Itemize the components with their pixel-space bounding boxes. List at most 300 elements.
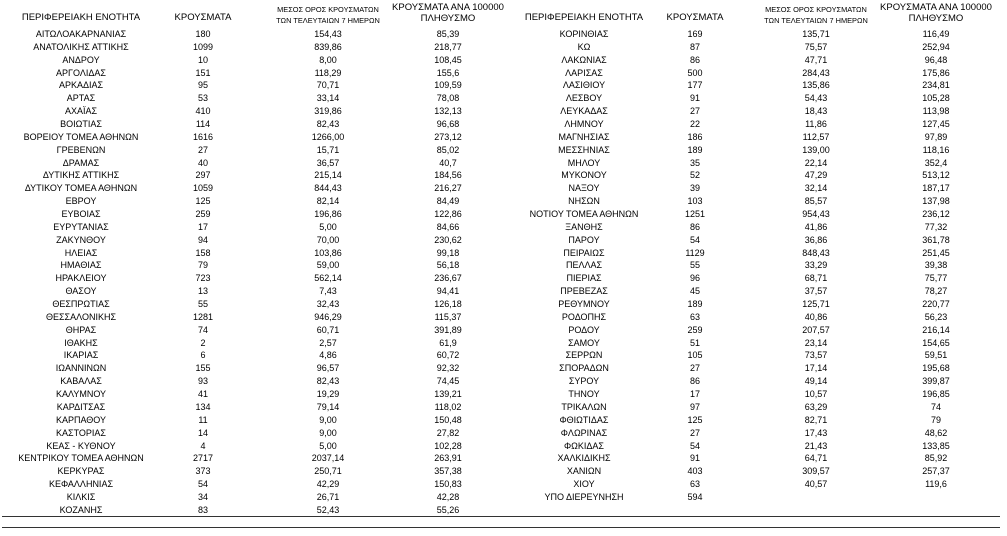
per100k-cell: 137,98	[922, 196, 950, 207]
per100k-cell: 218,77	[434, 41, 462, 52]
cases-cell: 180	[195, 29, 211, 39]
cases-cell: 297	[195, 170, 211, 181]
table-row	[0, 54, 505, 67]
region-cell: ΧΙΟΥ	[573, 479, 595, 490]
region-cell: ΓΡΕΒΕΝΩΝ	[56, 144, 106, 155]
region-cell: ΙΘΑΚΗΣ	[64, 337, 98, 348]
per100k-cell: 132,13	[434, 106, 462, 117]
table-row	[0, 234, 505, 247]
avg-cell: 10,57	[804, 389, 828, 400]
table-row	[512, 234, 1007, 247]
table-row	[512, 105, 1007, 118]
avg-cell: 70,71	[316, 80, 340, 91]
table-row	[0, 67, 505, 80]
table-row	[512, 259, 1007, 272]
header-avg-line2: ΤΩΝ ΤΕΛΕΥΤΑΙΩΝ 7 ΗΜΕΡΩΝ	[276, 16, 380, 25]
table-row	[512, 311, 1007, 324]
per100k-cell: 59,51	[924, 350, 948, 361]
cases-cell: 1251	[684, 209, 706, 220]
table-row	[0, 92, 505, 105]
cases-cell: 86	[689, 54, 700, 65]
per100k-cell: 150,48	[434, 414, 462, 425]
avg-cell: 82,43	[316, 376, 340, 387]
per100k-cell: 155,6	[436, 67, 460, 78]
table-row	[512, 272, 1007, 285]
cases-cell: 103	[687, 196, 703, 207]
region-cell: ΑΝΔΡΟΥ	[62, 54, 100, 65]
cases-cell: 155	[195, 363, 211, 374]
avg-cell: 848,43	[802, 247, 830, 258]
per100k-cell: 361,78	[922, 234, 950, 245]
region-cell: ΞΑΝΘΗΣ	[565, 221, 603, 232]
avg-cell: 36,86	[804, 234, 828, 245]
region-cell: ΕΥΡΥΤΑΝΙΑΣ	[53, 221, 109, 232]
region-cell: ΣΕΡΡΩΝ	[565, 350, 603, 361]
cases-cell: 87	[689, 41, 700, 52]
cases-cell: 11	[198, 414, 208, 425]
avg-cell: 1266,00	[311, 131, 345, 142]
avg-cell: 319,86	[314, 106, 342, 117]
header-avg-line1: ΜΕΣΟΣ ΟΡΟΣ ΚΡΟΥΣΜΑΤΩΝ	[765, 5, 867, 14]
region-cell: ΛΑΡΙΣΑΣ	[565, 67, 603, 78]
cases-cell: 35	[689, 157, 700, 168]
avg-cell: 37,57	[804, 286, 828, 297]
left-table-header	[0, 0, 505, 28]
table-row	[512, 247, 1007, 260]
cases-cell: 52	[689, 170, 700, 181]
avg-cell: 250,71	[314, 466, 342, 477]
per100k-cell: 126,18	[434, 299, 462, 310]
cases-cell: 177	[687, 80, 703, 91]
per100k-cell: 85,39	[436, 29, 460, 39]
table-row	[512, 324, 1007, 337]
table-row	[0, 259, 505, 272]
region-cell: ΠΕΛΛΑΣ	[565, 260, 603, 271]
table-row	[0, 452, 505, 465]
avg-cell: 215,14	[314, 170, 342, 181]
table-row	[512, 182, 1007, 195]
cases-cell: 86	[689, 221, 700, 232]
table-row	[0, 272, 505, 285]
table-row	[0, 195, 505, 208]
avg-cell: 36,57	[316, 157, 340, 168]
table-row	[0, 504, 505, 517]
table-row	[0, 285, 505, 298]
table-row	[512, 285, 1007, 298]
header-cases: ΚΡΟΥΣΜΑΤΑ	[174, 12, 232, 23]
cases-cell: 1129	[685, 247, 705, 258]
avg-cell: 33,14	[316, 93, 340, 104]
region-cell: ΦΛΩΡΙΝΑΣ	[560, 427, 608, 438]
region-cell: ΒΟΡΕΙΟΥ ΤΟΜΕΑ ΑΘΗΝΩΝ	[23, 131, 139, 142]
per100k-cell: 40,7	[439, 157, 457, 168]
table-row	[0, 324, 505, 337]
avg-cell: 32,43	[316, 299, 340, 310]
per100k-cell: 75,77	[924, 273, 948, 284]
avg-cell: 135,86	[802, 80, 830, 91]
per100k-cell: 251,45	[922, 247, 950, 258]
avg-cell: 47,29	[804, 170, 828, 181]
avg-cell: 19,29	[316, 389, 340, 400]
cases-cell: 125	[195, 196, 211, 207]
table-row	[512, 414, 1007, 427]
region-cell: ΑΧΑΪΑΣ	[64, 106, 98, 117]
region-cell: ΠΕΙΡΑΙΩΣ	[563, 247, 605, 258]
cases-cell: 63	[689, 479, 700, 490]
avg-cell: 18,43	[804, 106, 828, 117]
cases-cell: 54	[689, 440, 700, 451]
avg-cell: 196,86	[314, 209, 342, 220]
table-row	[0, 362, 505, 375]
avg-cell: 21,43	[804, 440, 828, 451]
region-cell: ΙΩΑΝΝΙΝΩΝ	[55, 363, 107, 374]
table-row	[512, 144, 1007, 157]
avg-cell: 73,57	[804, 350, 828, 361]
cases-cell: 91	[689, 453, 700, 464]
table-row	[0, 375, 505, 388]
avg-cell: 11,86	[805, 119, 827, 130]
avg-cell: 9,00	[319, 427, 337, 438]
avg-cell: 112,57	[802, 131, 830, 142]
per100k-cell: 74	[930, 401, 941, 412]
per100k-cell: 56,23	[924, 311, 948, 322]
cases-cell: 54	[689, 234, 700, 245]
cases-cell: 259	[195, 209, 211, 220]
region-cell: ΒΟΙΩΤΙΑΣ	[60, 119, 102, 130]
per100k-cell: 150,83	[434, 479, 462, 490]
table-row	[0, 28, 505, 41]
cases-cell: 151	[195, 67, 211, 78]
per100k-cell: 84,66	[436, 221, 460, 232]
table-row	[512, 195, 1007, 208]
region-cell: ΚΑΣΤΟΡΙΑΣ	[56, 427, 106, 438]
cases-cell: 723	[195, 273, 211, 284]
table-row	[512, 478, 1007, 491]
per100k-cell: 216,27	[434, 183, 462, 194]
table-row	[512, 118, 1007, 131]
avg-cell: 946,29	[314, 311, 342, 322]
per100k-cell: 391,89	[434, 324, 462, 335]
cases-cell: 51	[689, 337, 700, 348]
avg-cell: 135,71	[802, 29, 830, 39]
cases-cell: 27	[689, 427, 700, 438]
per100k-cell: 60,72	[436, 350, 460, 361]
avg-cell: 103,86	[314, 247, 342, 258]
region-cell: ΛΑΚΩΝΙΑΣ	[561, 54, 607, 65]
region-cell: ΚΟΡΙΝΘΙΑΣ	[559, 29, 609, 39]
cases-cell: 39	[689, 183, 700, 194]
left-table	[0, 0, 505, 517]
cases-cell: 91	[689, 93, 700, 104]
cases-cell: 186	[687, 131, 703, 142]
per100k-cell: 78,27	[924, 286, 948, 297]
cases-cell: 17	[197, 221, 208, 232]
avg-cell: 40,86	[804, 311, 828, 322]
avg-cell: 96,57	[316, 363, 340, 374]
per100k-cell: 175,86	[922, 67, 950, 78]
cases-cell: 79	[197, 260, 208, 271]
region-cell: ΠΡΕΒΕΖΑΣ	[560, 286, 608, 297]
per100k-cell: 79	[930, 414, 941, 425]
region-cell: ΜΕΣΣΗΝΙΑΣ	[558, 144, 610, 155]
avg-cell: 5,00	[319, 221, 337, 232]
avg-cell: 954,43	[802, 209, 830, 220]
table-row	[0, 298, 505, 311]
region-cell: ΑΡΓΟΛΙΔΑΣ	[56, 67, 106, 78]
cases-cell: 97	[689, 401, 700, 412]
region-cell: ΗΛΕΙΑΣ	[64, 247, 98, 258]
region-cell: ΗΡΑΚΛΕΙΟΥ	[55, 273, 107, 284]
avg-cell: 40,57	[804, 479, 828, 490]
header-per100k-line1: ΚΡΟΥΣΜΑΤΑ ΑΝΑ 100000	[880, 2, 992, 13]
table-row	[0, 427, 505, 440]
cases-cell: 114	[195, 119, 211, 130]
region-cell: ΛΑΣΙΘΙΟΥ	[562, 80, 606, 91]
table-row	[512, 427, 1007, 440]
region-cell: ΑΡΚΑΔΙΑΣ	[58, 80, 104, 91]
table-row	[512, 79, 1007, 92]
table-row	[512, 362, 1007, 375]
cases-cell: 63	[689, 311, 700, 322]
avg-cell: 23,14	[804, 337, 828, 348]
region-cell: ΕΒΡΟΥ	[65, 196, 97, 207]
table-row	[0, 478, 505, 491]
avg-cell: 4,86	[319, 350, 337, 361]
cases-cell: 93	[197, 376, 208, 387]
region-cell: ΝΗΣΩΝ	[568, 196, 600, 207]
avg-cell: 63,29	[804, 401, 828, 412]
region-cell: ΡΟΔΟΠΗΣ	[561, 311, 607, 322]
table-row	[0, 79, 505, 92]
per100k-cell: 27,82	[436, 427, 460, 438]
per100k-cell: 96,48	[924, 54, 948, 65]
avg-cell: 17,43	[804, 427, 828, 438]
per100k-cell: 96,68	[436, 119, 460, 130]
bottom-rule	[2, 527, 1000, 528]
region-cell: ΦΘΙΩΤΙΔΑΣ	[559, 414, 609, 425]
avg-cell: 68,71	[804, 273, 828, 284]
per100k-cell: 263,91	[434, 453, 462, 464]
per100k-cell: 92,32	[436, 363, 460, 374]
avg-cell: 79,14	[316, 401, 340, 412]
region-cell: ΤΗΝΟΥ	[568, 389, 600, 400]
region-cell: ΚΕΦΑΛΛΗΝΙΑΣ	[48, 479, 114, 490]
region-cell: ΔΡΑΜΑΣ	[62, 157, 100, 168]
per100k-cell: 234,81	[922, 80, 950, 91]
cases-cell: 45	[689, 286, 700, 297]
region-cell: ΔΥΤΙΚΟΥ ΤΟΜΕΑ ΑΘΗΝΩΝ	[24, 183, 138, 194]
cases-cell: 6	[200, 350, 206, 361]
table-row	[0, 41, 505, 54]
per100k-cell: 133,85	[922, 440, 950, 451]
region-cell: ΑΙΤΩΛΟΑΚΑΡΝΑΝΙΑΣ	[35, 29, 127, 39]
avg-cell: 7,43	[319, 286, 337, 297]
per100k-cell: 236,12	[922, 209, 950, 220]
per100k-cell: 115,37	[434, 311, 462, 322]
avg-cell: 41,86	[804, 221, 828, 232]
cases-cell: 259	[687, 324, 703, 335]
avg-cell: 70,00	[316, 234, 340, 245]
avg-cell: 49,14	[804, 376, 828, 387]
cases-cell: 22	[689, 119, 700, 130]
table-row	[512, 465, 1007, 478]
avg-cell: 52,43	[316, 504, 340, 515]
cases-cell: 403	[687, 466, 703, 477]
region-cell: ΚΩ	[577, 41, 591, 52]
cases-cell: 1099	[192, 41, 214, 52]
avg-cell: 32,14	[804, 183, 828, 194]
header-per100k-line1: ΚΡΟΥΣΜΑΤΑ ΑΝΑ 100000	[392, 2, 504, 13]
right-table-body	[512, 28, 1007, 504]
cases-cell: 53	[197, 93, 208, 104]
per100k-cell: 252,94	[922, 41, 950, 52]
table-row	[0, 208, 505, 221]
table-row	[0, 401, 505, 414]
region-cell: ΦΩΚΙΔΑΣ	[564, 440, 604, 451]
avg-cell: 309,57	[802, 466, 830, 477]
per100k-cell: 195,68	[922, 363, 950, 374]
per100k-cell: 127,45	[922, 119, 950, 130]
per100k-cell: 48,62	[924, 427, 948, 438]
avg-cell: 207,57	[802, 324, 830, 335]
region-cell: ΠΑΡΟΥ	[568, 234, 600, 245]
per100k-cell: 273,12	[434, 131, 462, 142]
region-cell: ΝΑΞΟΥ	[568, 183, 600, 194]
region-cell: ΧΑΝΙΩΝ	[566, 466, 602, 477]
per100k-cell: 118,16	[922, 144, 950, 155]
region-cell: ΚΑΒΑΛΑΣ	[60, 376, 102, 387]
region-cell: ΚΑΡΠΑΘΟΥ	[55, 414, 107, 425]
header-avg-line1: ΜΕΣΟΣ ΟΡΟΣ ΚΡΟΥΣΜΑΤΩΝ	[277, 5, 379, 14]
region-cell: ΠΙΕΡΙΑΣ	[566, 273, 602, 284]
cases-cell: 27	[197, 144, 208, 155]
region-cell: ΙΚΑΡΙΑΣ	[63, 350, 99, 361]
per100k-cell: 357,38	[434, 466, 462, 477]
avg-cell: 562,14	[314, 273, 342, 284]
cases-cell: 1281	[192, 311, 214, 322]
per100k-cell: 184,56	[434, 170, 462, 181]
header-per100k	[872, 2, 1000, 24]
per100k-cell: 39,38	[924, 260, 948, 271]
per100k-cell: 77,32	[924, 221, 948, 232]
table-row	[0, 221, 505, 234]
cases-cell: 373	[195, 466, 211, 477]
cases-cell: 55	[689, 260, 700, 271]
cases-cell: 158	[195, 247, 211, 258]
cases-cell: 125	[687, 414, 703, 425]
per100k-cell: 99,18	[436, 247, 460, 258]
cases-cell: 410	[195, 106, 211, 117]
cases-cell: 95	[197, 80, 208, 91]
per100k-cell: 220,77	[922, 299, 950, 310]
table-row	[512, 491, 1007, 504]
table-row	[0, 440, 505, 453]
avg-cell: 22,14	[804, 157, 828, 168]
region-cell: ΕΥΒΟΙΑΣ	[61, 209, 101, 220]
per100k-cell: 97,89	[924, 131, 948, 142]
cases-cell: 41	[197, 389, 208, 400]
bottom-rule	[2, 516, 1000, 517]
cases-cell: 169	[687, 29, 703, 39]
avg-cell: 15,71	[316, 144, 340, 155]
region-cell: ΖΑΚΥΝΘΟΥ	[56, 234, 106, 245]
cases-cell: 74	[197, 324, 208, 335]
per100k-cell: 154,65	[922, 337, 950, 348]
table-row	[0, 465, 505, 478]
cases-cell: 1616	[192, 131, 214, 142]
header-avg-line2: ΤΩΝ ΤΕΛΕΥΤΑΙΩΝ 7 ΗΜΕΡΩΝ	[764, 16, 868, 25]
table-row	[512, 67, 1007, 80]
per100k-cell: 94,41	[436, 286, 460, 297]
region-cell: ΑΡΤΑΣ	[66, 93, 96, 104]
region-cell: ΝΟΤΙΟΥ ΤΟΜΕΑ ΑΘΗΝΩΝ	[529, 209, 639, 220]
table-row	[0, 388, 505, 401]
cases-cell: 134	[195, 401, 211, 412]
avg-cell: 75,57	[804, 41, 828, 52]
region-cell: ΔΥΤΙΚΗΣ ΑΤΤΙΚΗΣ	[42, 170, 120, 181]
cases-cell: 40	[197, 157, 208, 168]
table-row	[0, 491, 505, 504]
table-row	[0, 169, 505, 182]
cases-cell: 27	[689, 363, 700, 374]
cases-cell: 17	[689, 389, 700, 400]
table-row	[512, 221, 1007, 234]
avg-cell: 82,14	[316, 196, 340, 207]
per100k-cell: 236,67	[434, 273, 462, 284]
region-cell: ΛΗΜΝΟΥ	[564, 119, 604, 130]
table-row	[0, 311, 505, 324]
table-row	[512, 349, 1007, 362]
header-avg	[760, 4, 872, 26]
avg-cell: 839,86	[314, 41, 342, 52]
per100k-cell: 105,28	[922, 93, 950, 104]
per100k-cell: 399,87	[922, 376, 950, 387]
per100k-cell: 216,14	[922, 324, 950, 335]
region-cell: ΚΙΛΚΙΣ	[66, 491, 96, 502]
avg-cell: 42,29	[316, 479, 340, 490]
region-cell: ΘΕΣΠΡΩΤΙΑΣ	[52, 299, 110, 310]
cases-cell: 14	[197, 427, 208, 438]
region-cell: ΧΑΛΚΙΔΙΚΗΣ	[557, 453, 611, 464]
cases-cell: 105	[687, 350, 703, 361]
per100k-cell: 78,08	[436, 93, 460, 104]
cases-cell: 500	[687, 67, 703, 78]
avg-cell: 85,57	[804, 196, 828, 207]
per100k-cell: 230,62	[434, 234, 462, 245]
region-cell: ΚΑΡΔΙΤΣΑΣ	[56, 401, 106, 412]
region-cell: ΥΠΟ ΔΙΕΡΕΥΝΗΣΗ	[544, 491, 624, 502]
left-table-body	[0, 28, 505, 517]
table-row	[0, 144, 505, 157]
region-cell: ΘΑΣΟΥ	[65, 286, 97, 297]
table-row	[512, 28, 1007, 41]
per100k-cell: 116,49	[922, 29, 950, 39]
per100k-cell: 61,9	[439, 337, 457, 348]
table-row	[0, 247, 505, 260]
table-row	[0, 105, 505, 118]
cases-cell: 27	[689, 106, 700, 117]
table-row	[512, 157, 1007, 170]
per100k-cell: 109,59	[434, 80, 462, 91]
cases-cell: 189	[687, 299, 703, 310]
header-per100k-line2: ΠΛΗΘΥΣΜΟ	[908, 13, 964, 24]
region-cell: ΡΟΔΟΥ	[568, 324, 600, 335]
region-cell: ΛΕΥΚΑΔΑΣ	[560, 106, 608, 117]
table-row	[0, 349, 505, 362]
avg-cell: 26,71	[316, 491, 340, 502]
cases-cell: 34	[197, 491, 208, 502]
region-cell: ΚΕΝΤΡΙΚΟΥ ΤΟΜΕΑ ΑΘΗΝΩΝ	[18, 453, 144, 464]
